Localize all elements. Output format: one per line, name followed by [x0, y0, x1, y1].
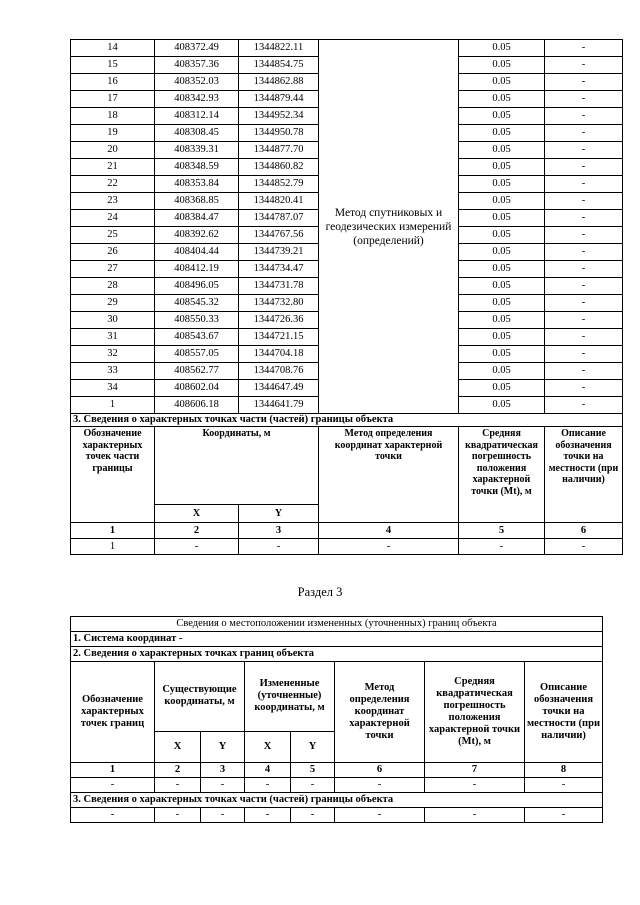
- point-row: [71, 40, 623, 57]
- point-x: 408348.59: [155, 159, 239, 176]
- point-x: 408312.14: [155, 108, 239, 125]
- point-y: 1344877.70: [239, 142, 319, 159]
- point-number: 15: [71, 57, 155, 74]
- point-number: 32: [71, 346, 155, 363]
- section3-title: Сведения о местоположении измененных (уточненных) границ объекта: [71, 617, 603, 632]
- point-x: 408545.32: [155, 295, 239, 312]
- s3-col-number: 2: [155, 763, 201, 778]
- point-y: 1344641.79: [239, 397, 319, 414]
- point-desc: -: [545, 125, 623, 142]
- part-cell: -: [155, 539, 239, 555]
- point-y: 1344726.36: [239, 312, 319, 329]
- point-number: 21: [71, 159, 155, 176]
- point-desc: -: [545, 210, 623, 227]
- points-table: [70, 39, 623, 555]
- point-x: 408404.44: [155, 244, 239, 261]
- point-mt: 0.05: [459, 227, 545, 244]
- col-number: 2: [155, 523, 239, 539]
- point-method: Метод спутниковых и геодезических измерений (определений): [319, 40, 459, 414]
- s3-header-x1: X: [155, 731, 201, 762]
- s3-part-title: 3. Сведения о характерных точках части (частей) границы объекта: [71, 793, 603, 808]
- point-mt: 0.05: [459, 397, 545, 414]
- header-x: X: [155, 504, 239, 522]
- point-y: 1344708.76: [239, 363, 319, 380]
- col-number: 3: [239, 523, 319, 539]
- point-y: 1344862.88: [239, 74, 319, 91]
- point-desc: -: [545, 312, 623, 329]
- point-x: 408606.18: [155, 397, 239, 414]
- points-title: 2. Сведения о характерных точках границ объекта: [71, 647, 603, 662]
- section-heading: Раздел 3: [297, 585, 343, 599]
- point-mt: 0.05: [459, 244, 545, 261]
- part-cell: -: [319, 539, 459, 555]
- point-number: 1: [71, 397, 155, 414]
- col-number: 1: [71, 523, 155, 539]
- point-mt: 0.05: [459, 91, 545, 108]
- header-coords: Координаты, м: [155, 427, 319, 505]
- point-number: 26: [71, 244, 155, 261]
- point-y: 1344721.15: [239, 329, 319, 346]
- point-y: 1344732.80: [239, 295, 319, 312]
- point-x: 408368.85: [155, 193, 239, 210]
- point-number: 23: [71, 193, 155, 210]
- point-desc: -: [545, 363, 623, 380]
- s3-part-cell: -: [335, 808, 425, 823]
- point-number: 24: [71, 210, 155, 227]
- point-mt: 0.05: [459, 278, 545, 295]
- point-mt: 0.05: [459, 295, 545, 312]
- s3-cell: -: [291, 778, 335, 793]
- point-y: 1344852.79: [239, 176, 319, 193]
- s3-header-mt: Средняя квадратическая погрешность положения характерной точки (Mt), м: [425, 662, 525, 763]
- point-x: 408496.05: [155, 278, 239, 295]
- part-cell: -: [239, 539, 319, 555]
- point-number: 30: [71, 312, 155, 329]
- point-x: 408543.67: [155, 329, 239, 346]
- point-desc: -: [545, 142, 623, 159]
- section3-table: [70, 616, 603, 823]
- point-mt: 0.05: [459, 312, 545, 329]
- point-desc: -: [545, 295, 623, 312]
- point-mt: 0.05: [459, 159, 545, 176]
- part-section-title: 3. Сведения о характерных точках части (частей) границы объекта: [71, 414, 623, 427]
- point-y: 1344787.07: [239, 210, 319, 227]
- point-x: 408602.04: [155, 380, 239, 397]
- point-y: 1344767.56: [239, 227, 319, 244]
- s3-cell: -: [525, 778, 603, 793]
- point-mt: 0.05: [459, 74, 545, 91]
- header-designation: Обозначение характерных точек части границы: [71, 427, 155, 523]
- point-mt: 0.05: [459, 210, 545, 227]
- point-mt: 0.05: [459, 142, 545, 159]
- point-number: 25: [71, 227, 155, 244]
- point-y: 1344734.47: [239, 261, 319, 278]
- point-number: 20: [71, 142, 155, 159]
- point-x: 408392.62: [155, 227, 239, 244]
- point-x: 408339.31: [155, 142, 239, 159]
- point-desc: -: [545, 108, 623, 125]
- point-mt: 0.05: [459, 176, 545, 193]
- point-number: 17: [71, 91, 155, 108]
- point-desc: -: [545, 91, 623, 108]
- point-mt: 0.05: [459, 261, 545, 278]
- point-desc: -: [545, 244, 623, 261]
- point-number: 28: [71, 278, 155, 295]
- point-desc: -: [545, 193, 623, 210]
- point-desc: -: [545, 227, 623, 244]
- s3-part-cell: -: [155, 808, 201, 823]
- s3-header-y2: Y: [291, 731, 335, 762]
- point-x: 408557.05: [155, 346, 239, 363]
- s3-part-cell: -: [245, 808, 291, 823]
- point-x: 408412.19: [155, 261, 239, 278]
- s3-col-number: 8: [525, 763, 603, 778]
- point-desc: -: [545, 261, 623, 278]
- point-number: 33: [71, 363, 155, 380]
- point-mt: 0.05: [459, 108, 545, 125]
- s3-col-number: 5: [291, 763, 335, 778]
- header-method: Метод определения координат характерной точки: [319, 427, 459, 523]
- point-number: 14: [71, 40, 155, 57]
- col-number: 6: [545, 523, 623, 539]
- point-x: 408357.36: [155, 57, 239, 74]
- col-number: 4: [319, 523, 459, 539]
- point-number: 29: [71, 295, 155, 312]
- point-desc: -: [545, 346, 623, 363]
- part-cell: -: [545, 539, 623, 555]
- point-number: 19: [71, 125, 155, 142]
- point-x: 408372.49: [155, 40, 239, 57]
- point-desc: -: [545, 397, 623, 414]
- point-number: 27: [71, 261, 155, 278]
- point-y: 1344860.82: [239, 159, 319, 176]
- point-mt: 0.05: [459, 329, 545, 346]
- point-mt: 0.05: [459, 363, 545, 380]
- point-x: 408352.03: [155, 74, 239, 91]
- point-mt: 0.05: [459, 125, 545, 142]
- point-y: 1344854.75: [239, 57, 319, 74]
- s3-header-existing: Существующие координаты, м: [155, 662, 245, 732]
- s3-header-y1: Y: [201, 731, 245, 762]
- point-number: 16: [71, 74, 155, 91]
- s3-header-method: Метод определения координат характерной точки: [335, 662, 425, 763]
- s3-cell: -: [335, 778, 425, 793]
- point-y: 1344647.49: [239, 380, 319, 397]
- point-desc: -: [545, 278, 623, 295]
- s3-col-number: 7: [425, 763, 525, 778]
- s3-cell: -: [71, 778, 155, 793]
- point-number: 22: [71, 176, 155, 193]
- s3-col-number: 4: [245, 763, 291, 778]
- point-y: 1344704.18: [239, 346, 319, 363]
- point-x: 408353.84: [155, 176, 239, 193]
- header-y: Y: [239, 504, 319, 522]
- col-number: 5: [459, 523, 545, 539]
- s3-part-cell: -: [71, 808, 155, 823]
- s3-part-cell: -: [201, 808, 245, 823]
- point-desc: -: [545, 74, 623, 91]
- point-y: 1344950.78: [239, 125, 319, 142]
- point-mt: 0.05: [459, 380, 545, 397]
- point-number: 34: [71, 380, 155, 397]
- point-desc: -: [545, 380, 623, 397]
- s3-cell: -: [245, 778, 291, 793]
- s3-header-changed: Измененные (уточненные) координаты, м: [245, 662, 335, 732]
- point-mt: 0.05: [459, 40, 545, 57]
- point-x: 408342.93: [155, 91, 239, 108]
- header-desc: Описание обозначения точки на местности (при наличии): [545, 427, 623, 523]
- s3-cell: -: [155, 778, 201, 793]
- point-number: 18: [71, 108, 155, 125]
- point-desc: -: [545, 57, 623, 74]
- point-y: 1344822.11: [239, 40, 319, 57]
- point-x: 408384.47: [155, 210, 239, 227]
- point-x: 408308.45: [155, 125, 239, 142]
- s3-col-number: 1: [71, 763, 155, 778]
- s3-cell: -: [425, 778, 525, 793]
- s3-header-x2: X: [245, 731, 291, 762]
- point-y: 1344879.44: [239, 91, 319, 108]
- point-desc: -: [545, 159, 623, 176]
- point-x: 408562.77: [155, 363, 239, 380]
- s3-col-number: 3: [201, 763, 245, 778]
- point-desc: -: [545, 176, 623, 193]
- point-y: 1344820.41: [239, 193, 319, 210]
- point-desc: -: [545, 40, 623, 57]
- point-number: 31: [71, 329, 155, 346]
- s3-header-desc: Описание обозначения точки на местности (при наличии): [525, 662, 603, 763]
- point-mt: 0.05: [459, 193, 545, 210]
- point-mt: 0.05: [459, 346, 545, 363]
- point-x: 408550.33: [155, 312, 239, 329]
- s3-part-cell: -: [425, 808, 525, 823]
- s3-header-designation: Обозначение характерных точек границ: [71, 662, 155, 763]
- point-y: 1344739.21: [239, 244, 319, 261]
- header-mt: Средняя квадратическая погрешность положения характерной точки (Mt), м: [459, 427, 545, 523]
- part-cell: -: [459, 539, 545, 555]
- s3-part-cell: -: [291, 808, 335, 823]
- point-desc: -: [545, 329, 623, 346]
- s3-cell: -: [201, 778, 245, 793]
- coord-system: 1. Система координат -: [71, 632, 603, 647]
- point-mt: 0.05: [459, 57, 545, 74]
- s3-col-number: 6: [335, 763, 425, 778]
- point-y: 1344731.78: [239, 278, 319, 295]
- s3-part-cell: -: [525, 808, 603, 823]
- part-cell: 1: [71, 539, 155, 555]
- point-y: 1344952.34: [239, 108, 319, 125]
